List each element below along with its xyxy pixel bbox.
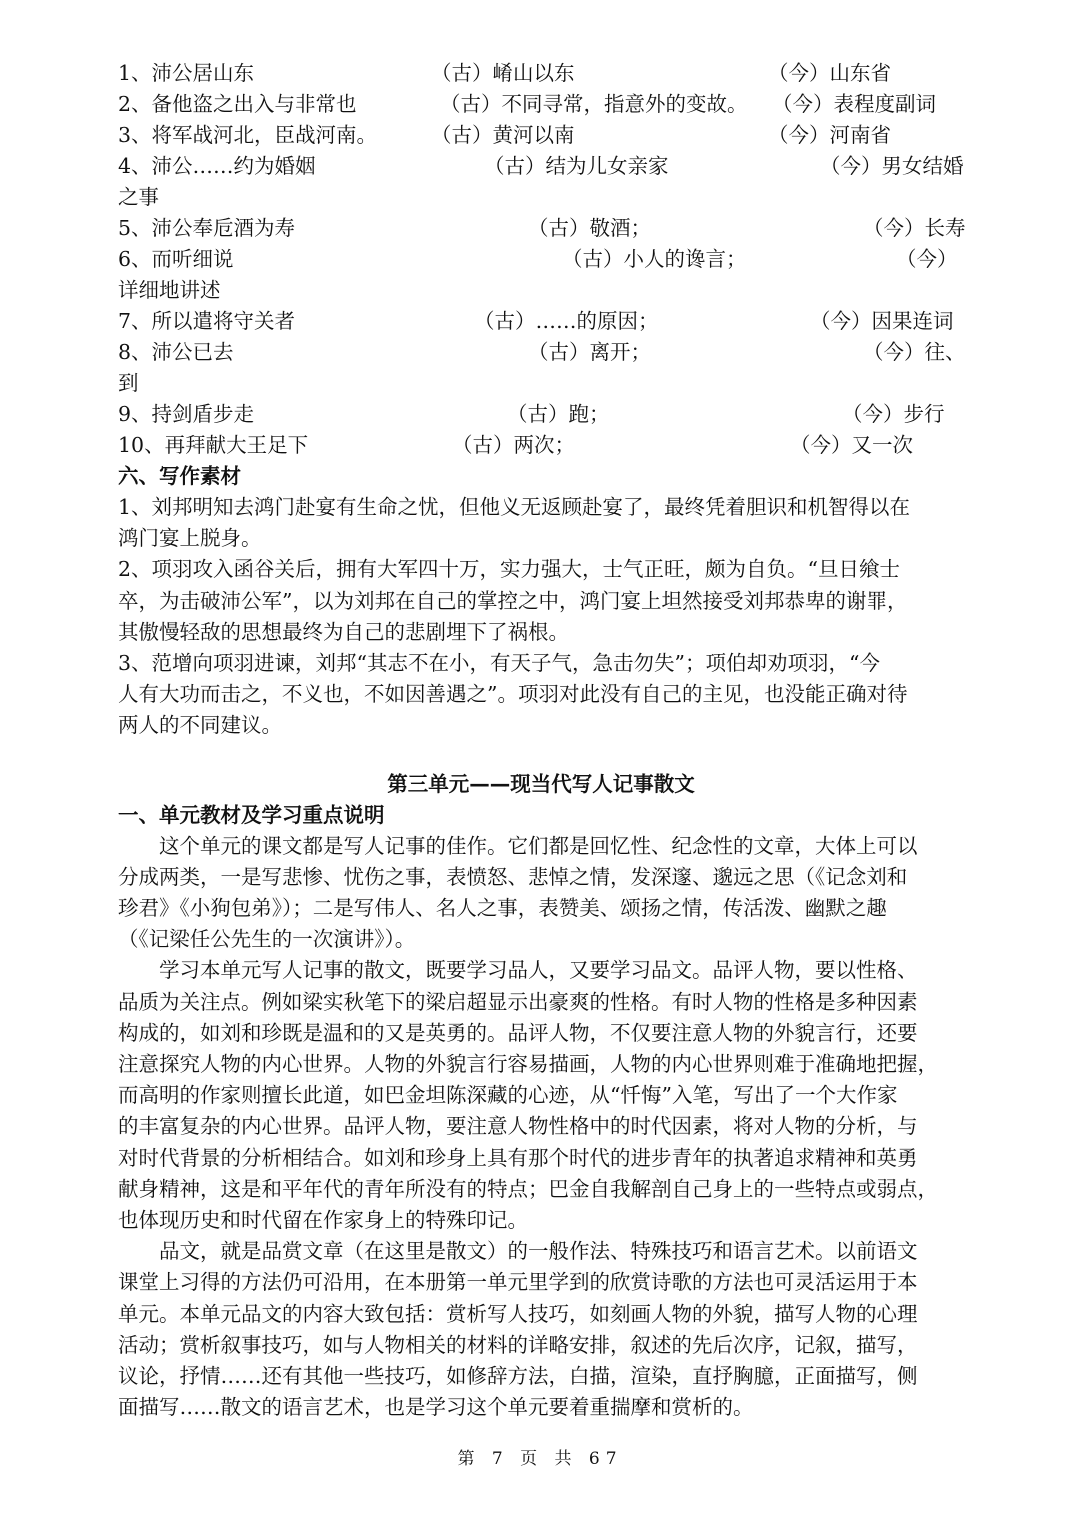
glossary-ancient: （古）小人的谗言； <box>562 247 747 271</box>
glossary-ancient: （古）两次； <box>452 433 575 457</box>
paragraph-line: 品质为关注点。例如梁实秋笔下的梁启超显示出豪爽的性格。有时人物的性格是多种因素 <box>118 989 918 1014</box>
paragraph-line: 3、范增向项羽进谏，刘邦“其志不在小，有天子气，急击勿失”；项伯却劝项羽，“今 <box>118 651 880 676</box>
glossary-row <box>118 306 964 337</box>
paragraph-line: 课堂上习得的方法仍可沿用，在本册第一单元里学到的欣赏诗歌的方法也可灵活运用于本 <box>118 1270 918 1295</box>
glossary-ancient: （古）跑； <box>507 402 610 426</box>
paragraph-line: 活动；赏析叙事技巧，如与人物相关的材料的详略安排，叙述的先后次序，记叙，描写， <box>118 1332 918 1357</box>
glossary-row <box>118 89 964 120</box>
glossary-modern: （今）又一次 <box>790 433 913 457</box>
glossary-modern: （今） <box>896 247 958 271</box>
paragraph-line: 面描写……散文的语言艺术，也是学习这个单元要着重揣摩和赏析的。 <box>118 1395 754 1420</box>
paragraph-line: 献身精神，这是和平年代的青年所没有的特点；巴金自我解剖自己身上的一些特点或弱点， <box>118 1176 938 1201</box>
paragraph-line: 注意探究人物的内心世界。人物的外貌言行容易描画，人物的内心世界则难于准确地把握， <box>118 1052 938 1077</box>
paragraph-line: 1、刘邦明知去鸿门赴宴有生命之忧，但他义无返顾赴宴了，最终凭着胆识和机智得以在 <box>118 495 911 519</box>
glossary-continuation-text: 之事 <box>118 185 159 209</box>
paragraph-line: 学习本单元写人记事的散文，既要学习品人，又要学习品文。品评人物，要以性格、 <box>159 958 918 983</box>
glossary-ancient: （古）黄河以南 <box>431 123 575 147</box>
glossary-continuation-text: 详细地讲述 <box>118 278 221 302</box>
glossary-ancient: （古）……的原因； <box>474 309 659 333</box>
glossary-modern: （今）长寿 <box>863 216 966 240</box>
glossary-modern: （今）男女结婚 <box>820 154 964 178</box>
section-heading: 六、写作素材 <box>118 464 241 488</box>
glossary-continuation <box>118 182 964 213</box>
glossary-term: 1、沛公居山东 <box>118 61 255 85</box>
paragraph-line: 而高明的作家则擅长此道，如巴金坦陈深藏的心迹，从“忏悔”入笔，写出了一个大作家 <box>118 1083 898 1108</box>
paragraph-line: 珍君》《小狗包弟》）；二是写伟人、名人之事，表赞美、颂扬之情，传活泼、幽默之趣 <box>118 896 887 921</box>
paragraph-line: 其傲慢轻敌的思想最终为自己的悲剧埋下了祸根。 <box>118 619 569 644</box>
page-number-footer: 第 7 页 共 67 <box>457 1449 623 1469</box>
paragraph-line: 2、项羽攻入函谷关后，拥有大军四十万，实力强大，士气正旺，颇为自负。“旦日飨士 <box>118 557 901 582</box>
paragraph-line: 的丰富复杂的内心世界。品评人物，要注意人物性格中的时代因素，将对人物的分析，与 <box>118 1114 918 1139</box>
writing-material-list <box>118 492 964 742</box>
glossary-continuation <box>118 275 964 306</box>
glossary-term: 10、再拜献大王足下 <box>118 433 309 457</box>
paragraph-line: 鸿门宴上脱身。 <box>118 526 262 551</box>
glossary-ancient: （古）崤山以东 <box>431 61 575 85</box>
paragraph-line: 议论，抒情……还有其他一些技巧，如修辞方法，白描，渲染，直抒胸臆，正面描写，侧 <box>118 1364 918 1389</box>
glossary-row <box>118 213 964 244</box>
glossary-modern: （今）因果连词 <box>810 309 954 333</box>
glossary-modern: （今）表程度副词 <box>772 92 936 116</box>
paragraph-line: 分成两类，一是写悲惨、忧伤之事，表愤怒、悲悼之情，发深邃、邈远之思（《记念刘和 <box>118 864 908 889</box>
glossary-term: 6、而听细说 <box>118 247 234 271</box>
glossary-term: 3、将军战河北，臣战河南。 <box>118 123 378 147</box>
glossary-row <box>118 430 964 461</box>
glossary-row <box>118 399 964 430</box>
glossary-term: 5、沛公奉卮酒为寿 <box>118 216 296 240</box>
glossary-modern: （今）河南省 <box>768 123 891 147</box>
glossary-row <box>118 151 964 182</box>
paragraph-line: 这个单元的课文都是写人记事的佳作。它们都是回忆性、纪念性的文章，大体上可以 <box>159 833 918 858</box>
unit-title: 第三单元——现当代写人记事散文 <box>387 771 695 796</box>
glossary-continuation <box>118 368 964 399</box>
paragraph-line: 单元。本单元品文的内容大致包括：赏析写人技巧，如刻画人物的外貌，描写人物的心理 <box>118 1301 918 1326</box>
glossary-ancient: （古）敬酒； <box>528 216 651 240</box>
glossary-ancient: （古）离开； <box>528 340 651 364</box>
paragraph-line: 品文，就是品赏文章（在这里是散文）的一般作法、特殊技巧和语言艺术。以前语文 <box>159 1239 918 1264</box>
spacer <box>118 742 964 769</box>
paragraph-line: 两人的不同建议。 <box>118 713 282 738</box>
paragraph-line: 卒，为击破沛公军”，以为刘邦在自己的掌控之中，鸿门宴上坦然接受刘邦恭卑的谢罪， <box>118 588 908 613</box>
glossary-ancient: （古）不同寻常，指意外的变故。 <box>440 92 748 116</box>
glossary-modern: （今）山东省 <box>768 61 891 85</box>
glossary-row <box>118 337 964 368</box>
section-heading: 一、单元教材及学习重点说明 <box>118 802 385 827</box>
glossary-modern: （今）往、 <box>863 340 966 364</box>
glossary-row <box>118 120 964 151</box>
glossary-term: 7、所以遣将守关者 <box>118 309 296 333</box>
glossary-term: 2、备他盗之出入与非常也 <box>118 92 357 116</box>
paragraph-line: （《记梁任公先生的一次演讲》）。 <box>118 927 416 952</box>
glossary-ancient: （古）结为儿女亲家 <box>484 154 669 178</box>
paragraph-line: 对时代背景的分析相结合。如刘和珍身上具有那个时代的进步青年的执著追求精神和英勇 <box>118 1145 918 1170</box>
paragraph-line: 人有大功而击之，不义也，不如因善遇之”。项羽对此没有自己的主见，也没能正确对待 <box>118 682 908 707</box>
paragraph-line: 构成的，如刘和珍既是温和的又是英勇的。品评人物，不仅要注意人物的外貌言行，还要 <box>118 1020 918 1045</box>
document-page <box>118 58 964 1423</box>
glossary-modern: （今）步行 <box>842 402 945 426</box>
paragraph-line: 也体现历史和时代留在作家身上的特殊印记。 <box>118 1208 528 1233</box>
glossary-row <box>118 58 964 89</box>
glossary-continuation-text: 到 <box>118 371 139 395</box>
glossary-term: 4、沛公……约为婚姻 <box>118 154 316 178</box>
unit-description <box>118 831 964 1424</box>
glossary-row <box>118 244 964 275</box>
glossary-term: 9、持剑盾步走 <box>118 402 255 426</box>
glossary-term: 8、沛公已去 <box>118 340 234 364</box>
